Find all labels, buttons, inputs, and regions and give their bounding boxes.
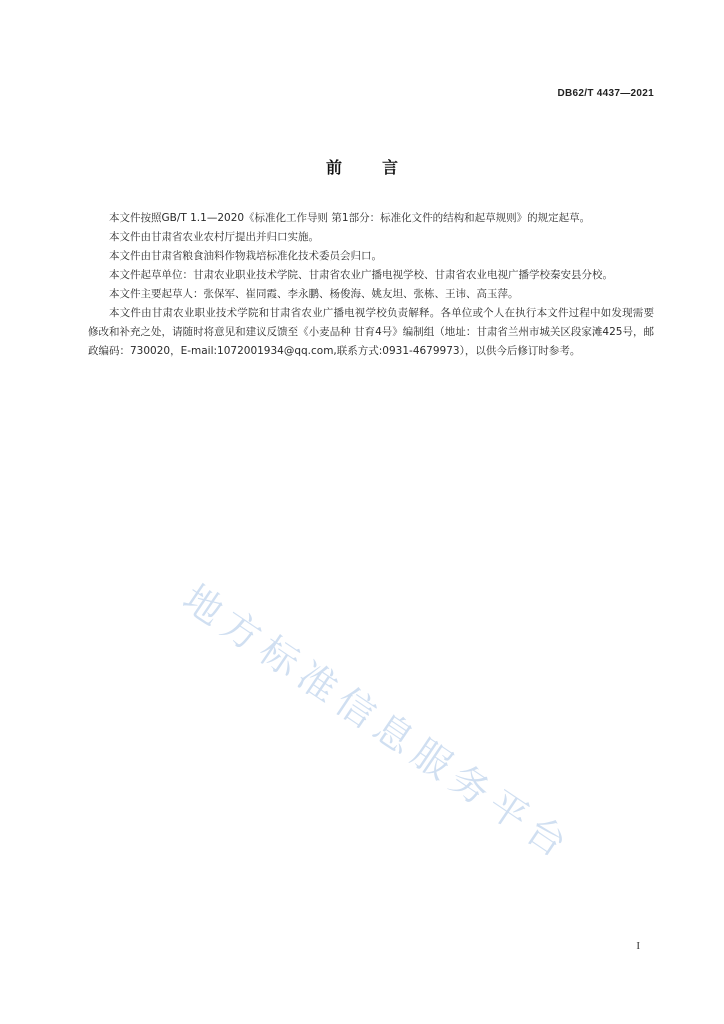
foreword-body xyxy=(88,209,654,361)
paragraph-drafting-units: 本文件起草单位：甘肃农业职业技术学院、甘肃省农业广播电视学校、甘肃省农业电视广播学校秦安县分校。 xyxy=(109,269,613,281)
page-number: I xyxy=(636,940,640,952)
paragraph-proposer: 本文件由甘肃省农业农村厅提出并归口实施。 xyxy=(109,231,319,243)
paragraph-drafting-rules: 本文件按照GB/T 1.1—2020《标准化工作导则 第1部分：标准化文件的结构和起草规则》的规定起草。 xyxy=(109,212,591,224)
paragraph-drafters: 本文件主要起草人：张保军、崔同霞、李永鹏、杨俊海、姚友坦、张栋、王讳、高玉萍。 xyxy=(109,288,519,300)
paragraph-committee: 本文件由甘肃省粮食油料作物栽培标准化技术委员会归口。 xyxy=(109,250,382,262)
document-code: DB62/T 4437—2021 xyxy=(557,88,654,99)
page-title: 前言 xyxy=(325,158,438,177)
paragraph-feedback: 本文件由甘肃农业职业技术学院和甘肃省农业广播电视学校负责解释。各单位或个人在执行本文件过程中如发现需要修改和补充之处，请随时将意见和建议反馈至《小麦品种 甘育4号》编制组（地址：甘肃省兰州市城关区段家滩425号，邮政编码：730020，E-mail:1072001934@qq.com,联系方式:0931-4679973），以供今后修订时参考。 xyxy=(88,307,654,357)
watermark-text: 地方标准信息服务平台 xyxy=(175,576,582,870)
